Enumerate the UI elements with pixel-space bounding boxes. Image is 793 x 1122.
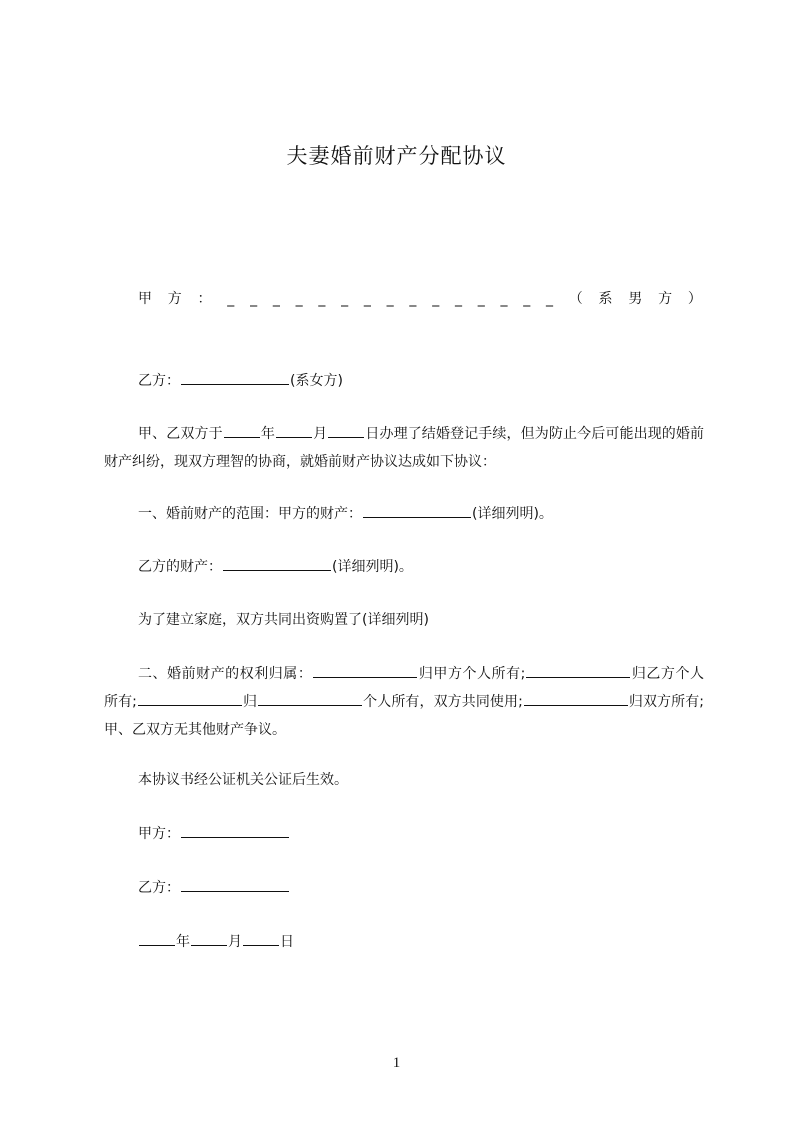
party-a-blank[interactable]: _ <box>250 291 258 307</box>
party-a-blank[interactable]: _ <box>272 291 280 307</box>
party-a-blank[interactable]: _ <box>546 291 554 307</box>
page-number: 1 <box>392 1055 401 1071</box>
section2-blank[interactable] <box>526 663 630 678</box>
section1b-line <box>138 553 738 582</box>
intro-year-blank[interactable] <box>224 423 260 438</box>
party-a-char: 甲 <box>138 291 152 307</box>
party-a-blank[interactable]: _ <box>318 291 326 307</box>
section2-blank[interactable] <box>524 691 628 706</box>
section2-blank[interactable] <box>258 691 362 706</box>
section1b-text-a: 乙方的财产： <box>138 559 222 575</box>
party-a-blank[interactable]: _ <box>477 291 485 307</box>
document-title: 夫妻婚前财产分配协议 <box>286 144 507 168</box>
date-month: 月 <box>228 934 242 950</box>
section1b-text-b: (详细列明)。 <box>332 559 413 575</box>
party-a-char: 系 <box>598 291 613 307</box>
section1-line <box>138 500 738 529</box>
section1c-line: 为了建立家庭，双方共同出资购置了(详细列明) <box>138 612 429 628</box>
party-a-blank[interactable]: _ <box>432 291 440 307</box>
party-a-blank[interactable]: _ <box>363 291 371 307</box>
intro-rest: 日办理了结婚登记手续，但为防止今后可能出现的婚前财产纠纷，现双方理智的协商，就婚前财产协议达成如下协议： <box>104 426 705 470</box>
party-a-char: ） <box>687 291 702 307</box>
sign-b-line <box>138 874 738 903</box>
date-day-blank[interactable] <box>243 931 279 946</box>
intro-text-a: 甲、乙双方于 <box>138 426 223 442</box>
date-month-blank[interactable] <box>191 931 227 946</box>
party-a-blank[interactable]: _ <box>409 291 417 307</box>
section2-text-d: 归 <box>242 694 258 710</box>
sign-b-blank[interactable] <box>181 877 289 892</box>
intro-paragraph <box>104 420 704 476</box>
section2-text-b: 归甲方个人所有; <box>418 666 526 682</box>
party-a-blank[interactable]: _ <box>295 291 303 307</box>
section2-text-e: 个人所有，双方共同使用; <box>363 694 523 710</box>
section2-paragraph <box>104 660 704 744</box>
section1-text-b: (详细列明)。 <box>472 506 553 522</box>
party-a-char: 方 <box>658 291 673 307</box>
section2-blank[interactable] <box>138 691 242 706</box>
section2-text-f: 归双方所有;甲、乙双方无其他财产争议。 <box>104 694 705 738</box>
party-a-blank[interactable]: _ <box>523 291 531 307</box>
sign-b-label: 乙方： <box>138 880 180 896</box>
party-a-char: 方 <box>167 291 182 307</box>
date-year-blank[interactable] <box>139 931 175 946</box>
party-a-blank[interactable]: _ <box>500 291 508 307</box>
party-a-char: ： <box>197 291 212 307</box>
party-a-line <box>138 285 702 314</box>
intro-day-blank[interactable] <box>328 423 364 438</box>
date-day: 日 <box>280 934 294 950</box>
party-b-label: 乙方： <box>138 373 180 389</box>
date-year: 年 <box>176 934 190 950</box>
party-b-line <box>138 367 738 396</box>
intro-year: 年 <box>260 426 275 442</box>
party-a-blank[interactable]: _ <box>341 291 349 307</box>
party-b-note: (系女方) <box>290 373 343 389</box>
effect-line: 本协议书经公证机关公证后生效。 <box>138 772 348 788</box>
sign-a-line <box>138 820 738 849</box>
party-a-char: 男 <box>628 291 643 307</box>
section1b-blank[interactable] <box>223 556 331 571</box>
date-line <box>138 928 738 957</box>
intro-month: 月 <box>312 426 328 442</box>
sign-a-blank[interactable] <box>181 823 289 838</box>
party-a-blank[interactable]: _ <box>454 291 462 307</box>
party-b-blank[interactable] <box>181 370 289 385</box>
sign-a-label: 甲方： <box>138 826 180 842</box>
section2-text-c: 归乙方个人所有; <box>104 666 704 710</box>
party-a-char: （ <box>568 291 583 307</box>
intro-month-blank[interactable] <box>276 423 312 438</box>
party-a-blank[interactable]: _ <box>227 291 235 307</box>
party-a-blank[interactable]: _ <box>386 291 394 307</box>
section2-blank[interactable] <box>313 663 417 678</box>
section2-text-a: 二、婚前财产的权利归属： <box>138 666 313 682</box>
section1-blank[interactable] <box>363 503 471 518</box>
section1-text-a: 一、婚前财产的范围：甲方的财产： <box>138 506 362 522</box>
